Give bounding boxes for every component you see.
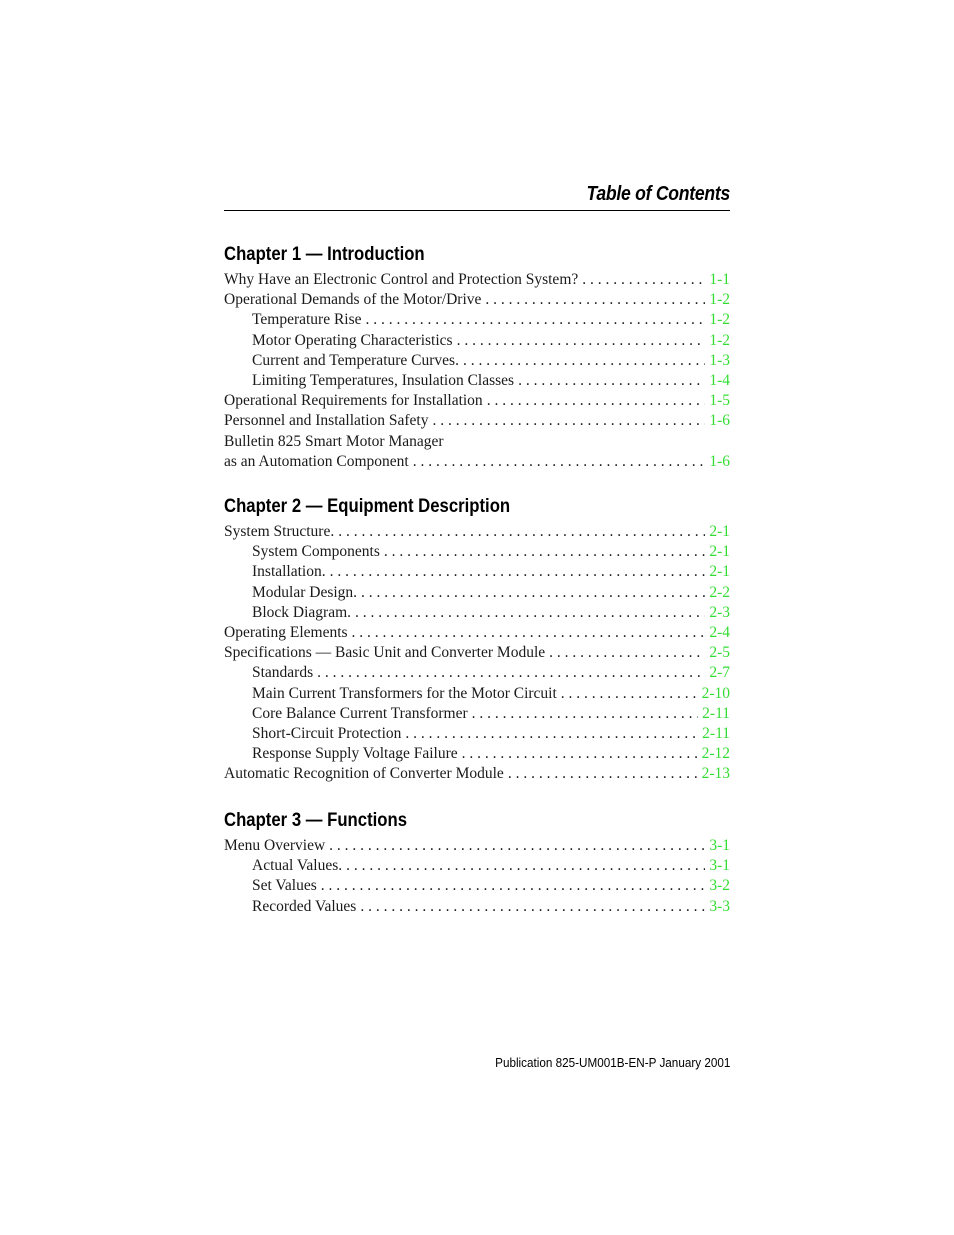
chapter-3 — [224, 808, 730, 917]
toc-page-link[interactable]: 1-3 — [709, 351, 730, 369]
toc-entry[interactable] — [224, 663, 730, 683]
toc-entry[interactable] — [224, 310, 730, 330]
toc-entry[interactable] — [224, 583, 730, 603]
toc-entry[interactable] — [224, 643, 730, 663]
toc-entry-label: System Components — [252, 543, 380, 561]
toc-entry-label: Short-Circuit Protection — [252, 724, 402, 742]
toc-page-link[interactable]: 2-12 — [701, 745, 730, 763]
dot-leader — [582, 270, 705, 290]
dot-leader — [317, 663, 705, 683]
toc-page-link[interactable]: 2-5 — [709, 644, 730, 662]
dot-leader — [457, 331, 706, 351]
toc-entry[interactable] — [224, 452, 730, 472]
dot-leader — [366, 310, 706, 330]
dot-leader — [432, 411, 705, 431]
toc-entry-label: Automatic Recognition of Converter Module — [224, 765, 504, 783]
toc-entry-label: as an Automation Component — [224, 452, 409, 470]
toc-entry[interactable] — [224, 542, 730, 562]
chapter-heading: Chapter 1 — Introduction — [224, 244, 425, 265]
toc-entry-label: Actual Values. — [252, 857, 343, 875]
toc-page-link[interactable]: 1-2 — [709, 311, 730, 329]
dot-leader — [329, 836, 705, 856]
toc-entry-label: Installation. — [252, 563, 326, 581]
toc-entry-label: Response Supply Voltage Failure — [252, 745, 458, 763]
toc-page-link[interactable]: 2-11 — [702, 724, 730, 742]
toc-entry[interactable] — [224, 623, 730, 643]
toc-entry-label: System Structure. — [224, 523, 335, 540]
toc-entry[interactable] — [224, 411, 730, 431]
toc-entry[interactable] — [224, 724, 730, 744]
toc-entry-label: Temperature Rise — [252, 311, 362, 329]
toc-page-link[interactable]: 3-2 — [709, 877, 730, 895]
dot-leader — [518, 371, 705, 391]
chapter-2 — [224, 494, 730, 784]
dot-leader — [549, 643, 705, 663]
dot-leader — [360, 897, 705, 917]
chapter-heading: Chapter 2 — Equipment Description — [224, 496, 511, 517]
toc-page-link[interactable]: 2-13 — [701, 765, 730, 783]
toc-entry-label: Operating Elements — [224, 623, 348, 641]
toc-entry-label: Block Diagram. — [252, 603, 352, 621]
entry-list — [224, 522, 730, 784]
dot-leader — [472, 704, 699, 724]
toc-entry-label: Menu Overview — [224, 837, 326, 854]
toc-entry[interactable] — [224, 897, 730, 917]
toc-entry[interactable] — [224, 522, 730, 542]
dot-leader — [487, 391, 706, 411]
toc-page-link[interactable]: 1-4 — [709, 371, 730, 389]
toc-entry-label: Core Balance Current Transformer — [252, 704, 468, 722]
toc-entry[interactable] — [224, 270, 730, 290]
entry-list — [224, 836, 730, 917]
toc-entry[interactable] — [224, 836, 730, 856]
dot-leader — [384, 542, 705, 562]
toc-page-link[interactable]: 1-5 — [709, 392, 730, 410]
dot-leader — [413, 452, 706, 472]
toc-entry[interactable] — [224, 856, 730, 876]
toc-entry-label: Motor Operating Characteristics — [252, 331, 453, 349]
toc-entry[interactable] — [224, 744, 730, 764]
toc-page-link[interactable]: 2-2 — [709, 583, 730, 601]
toc-entry-label: Why Have an Electronic Control and Protection System? — [224, 271, 579, 288]
toc-page-link[interactable]: 3-1 — [709, 837, 730, 854]
dot-leader — [321, 876, 706, 896]
dot-leader — [463, 351, 705, 371]
toc-entry — [224, 432, 730, 452]
toc-page-link[interactable]: 1-2 — [709, 331, 730, 349]
toc-entry-label: Current and Temperature Curves. — [252, 351, 459, 369]
toc-entry[interactable] — [224, 876, 730, 896]
dot-leader — [462, 744, 698, 764]
toc-entry-label: Personnel and Installation Safety — [224, 412, 429, 430]
toc-entry[interactable] — [224, 290, 730, 310]
toc-entry[interactable] — [224, 351, 730, 371]
toc-page-link[interactable]: 2-1 — [709, 523, 730, 540]
toc-page-link[interactable]: 2-7 — [709, 664, 730, 682]
toc-page-link[interactable]: 2-11 — [702, 704, 730, 722]
toc-page-link[interactable]: 2-1 — [709, 563, 730, 581]
toc-entry-label: Operational Requirements for Installation — [224, 392, 483, 410]
dot-leader — [405, 724, 698, 744]
toc-entry[interactable] — [224, 562, 730, 582]
toc-page-link[interactable]: 2-3 — [709, 603, 730, 621]
title-rule — [224, 210, 730, 211]
dot-leader — [361, 583, 705, 603]
dot-leader — [352, 623, 706, 643]
toc-entry[interactable] — [224, 764, 730, 784]
toc-page-link[interactable]: 1-2 — [709, 291, 730, 309]
toc-entry[interactable] — [224, 371, 730, 391]
toc-entry-label: Bulletin 825 Smart Motor Manager — [224, 432, 444, 450]
toc-entry-label: Recorded Values — [252, 897, 357, 915]
toc-entry[interactable] — [224, 391, 730, 411]
entry-list — [224, 270, 730, 472]
dot-leader — [355, 603, 705, 623]
toc-page-link[interactable]: 2-4 — [709, 623, 730, 641]
toc-page-link[interactable]: 1-1 — [709, 271, 730, 288]
toc-entry-label: Standards — [252, 664, 314, 682]
toc-entry-label: Limiting Temperatures, Insulation Classes — [252, 371, 515, 389]
toc-page-link[interactable]: 2-10 — [701, 684, 730, 702]
toc-page-link[interactable]: 2-1 — [709, 543, 730, 561]
toc-entry[interactable] — [224, 704, 730, 724]
toc-entry[interactable] — [224, 331, 730, 351]
toc-entry-label: Operational Demands of the Motor/Drive — [224, 291, 482, 309]
chapter-heading: Chapter 3 — Functions — [224, 810, 408, 831]
toc-page-link[interactable]: 3-1 — [709, 857, 730, 875]
toc-entry-label: Main Current Transformers for the Motor Circuit — [252, 684, 557, 702]
dot-leader — [561, 684, 698, 704]
toc-page-link[interactable]: 1-6 — [709, 412, 730, 430]
page-title: Table of Contents — [586, 183, 730, 205]
dot-leader — [508, 764, 698, 784]
toc-entry[interactable] — [224, 684, 730, 704]
publication-footer: Publication 825-UM001B-EN-P January 2001 — [494, 1055, 730, 1070]
toc-entry-label: Modular Design. — [252, 583, 358, 601]
chapter-1 — [224, 242, 730, 472]
toc-page-link[interactable]: 3-3 — [709, 897, 730, 915]
toc-entry-label: Specifications — Basic Unit and Converter Module — [224, 644, 546, 662]
dot-leader — [330, 562, 706, 582]
dot-leader — [338, 522, 705, 542]
dot-leader — [485, 290, 705, 310]
dot-leader — [346, 856, 705, 876]
toc-entry[interactable] — [224, 603, 730, 623]
toc-page-link[interactable]: 1-6 — [709, 452, 730, 470]
toc-entry-label: Set Values — [252, 877, 317, 895]
